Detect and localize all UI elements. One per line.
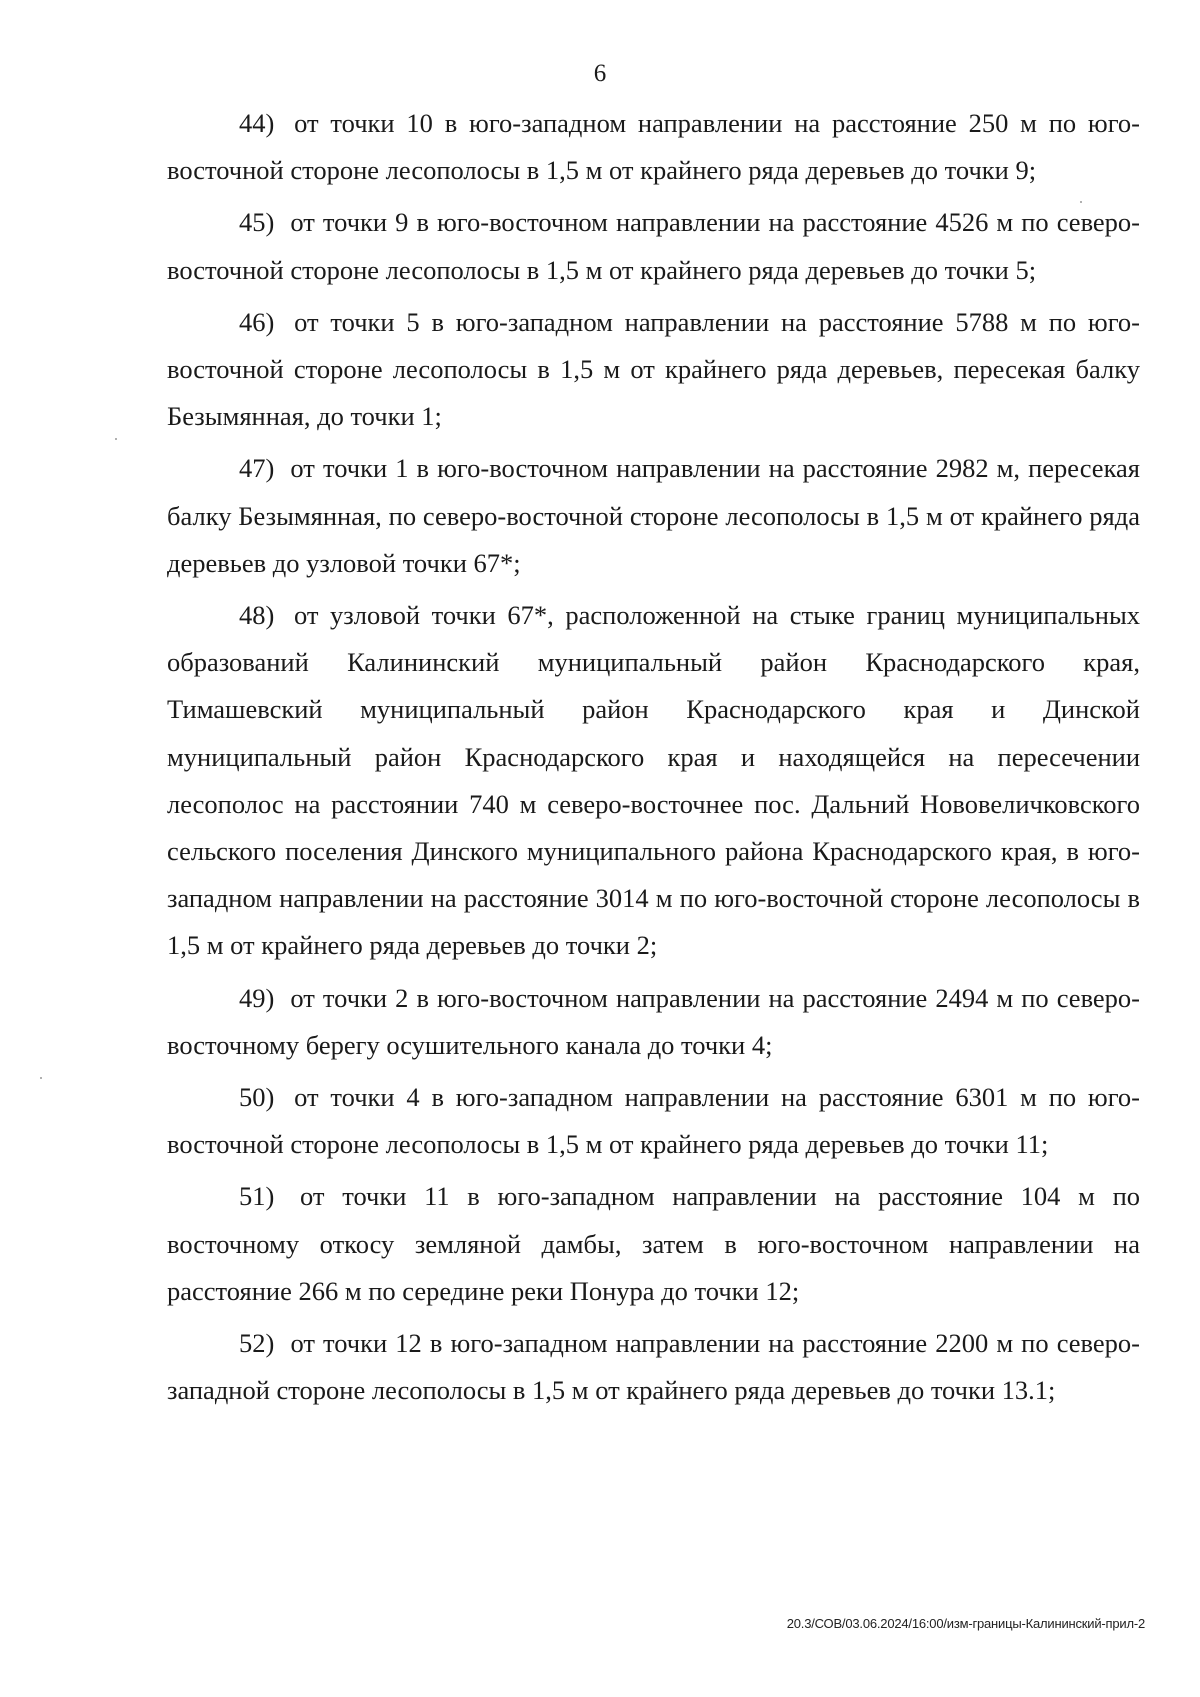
item-text: от точки 2 в юго-восточном направлении на расстояние 2494 м по северо-восточному берегу осушительного канала до точки 4; bbox=[167, 982, 1141, 1060]
item-number: 44) bbox=[239, 108, 275, 138]
item-number: 49) bbox=[239, 982, 275, 1013]
item-number: 47) bbox=[239, 453, 275, 484]
scan-speck bbox=[115, 438, 117, 440]
document-body bbox=[167, 100, 1140, 1419]
list-item bbox=[167, 1074, 1140, 1168]
list-item bbox=[167, 592, 1140, 970]
item-text: от точки 10 в юго-западном направлении на расстояние 250 м по юго-восточной стороне лесополосы в 1,5 м от крайнего ряда деревьев до точки 9; bbox=[167, 108, 1141, 186]
item-number: 52) bbox=[239, 1328, 275, 1359]
scan-speck bbox=[40, 1077, 42, 1079]
list-item bbox=[167, 299, 1140, 441]
item-text: от точки 1 в юго-восточном направлении на расстояние 2982 м, пересекая балку Безымянная, по северо-восточной стороне лесополосы в 1,5 м от крайнего ряда деревьев до узловой точки 67*; bbox=[167, 453, 1140, 578]
list-item bbox=[167, 100, 1140, 194]
item-number: 50) bbox=[239, 1082, 275, 1113]
item-number: 46) bbox=[239, 306, 275, 337]
item-number: 48) bbox=[239, 600, 275, 631]
list-item bbox=[167, 975, 1140, 1069]
item-text: от точки 11 в юго-западном направлении на расстояние 104 м по восточному откосу земляной дамбы, затем в юго-восточном направлении на расстояние 266 м по середине реки Понура до точки 12; bbox=[167, 1181, 1140, 1306]
page-number: 6 bbox=[593, 60, 607, 87]
item-number: 45) bbox=[239, 207, 275, 238]
scan-speck bbox=[1080, 201, 1082, 203]
item-text: от точки 5 в юго-западном направлении на расстояние 5788 м по юго-восточной стороне лесополосы в 1,5 м от крайнего ряда деревьев, пересекая балку Безымянная, до точки 1; bbox=[167, 306, 1141, 432]
item-text: от узловой точки 67*, расположенной на стыке границ муниципальных образований Калининский муниципальный район Краснодарского края, Тимашевский муниципальный район Краснодарского края и Динской муниципальный район Краснодарского края и находящейся на пересечении лесополос на расстоянии 740 м северо-восточнее пос. Дальний Нововеличковского сельского поселения Динского муниципального района Краснодарского края, в юго-западном направлении на расстояние 3014 м по юго-восточной стороне лесополосы в 1,5 м от крайнего ряда деревьев до точки 2; bbox=[167, 600, 1140, 961]
item-text: от точки 12 в юго-западном направлении на расстояние 2200 м по северо-западной стороне лесополосы в 1,5 м от крайнего ряда деревьев до точки 13.1; bbox=[167, 1328, 1141, 1406]
document-footer-code: 20.3/СОВ/03.06.2024/16:00/изм-границы-Калининский-прил-2 bbox=[786, 1616, 1145, 1631]
list-item bbox=[167, 445, 1140, 587]
list-item bbox=[167, 1173, 1140, 1315]
list-item bbox=[167, 199, 1140, 293]
list-item bbox=[167, 1320, 1140, 1414]
item-number: 51) bbox=[239, 1181, 275, 1212]
item-text: от точки 4 в юго-западном направлении на расстояние 6301 м по юго-восточной стороне лесополосы в 1,5 м от крайнего ряда деревьев до точки 11; bbox=[167, 1082, 1141, 1160]
item-text: от точки 9 в юго-восточном направлении на расстояние 4526 м по северо-восточной стороне лесополосы в 1,5 м от крайнего ряда деревьев до точки 5; bbox=[167, 207, 1141, 285]
